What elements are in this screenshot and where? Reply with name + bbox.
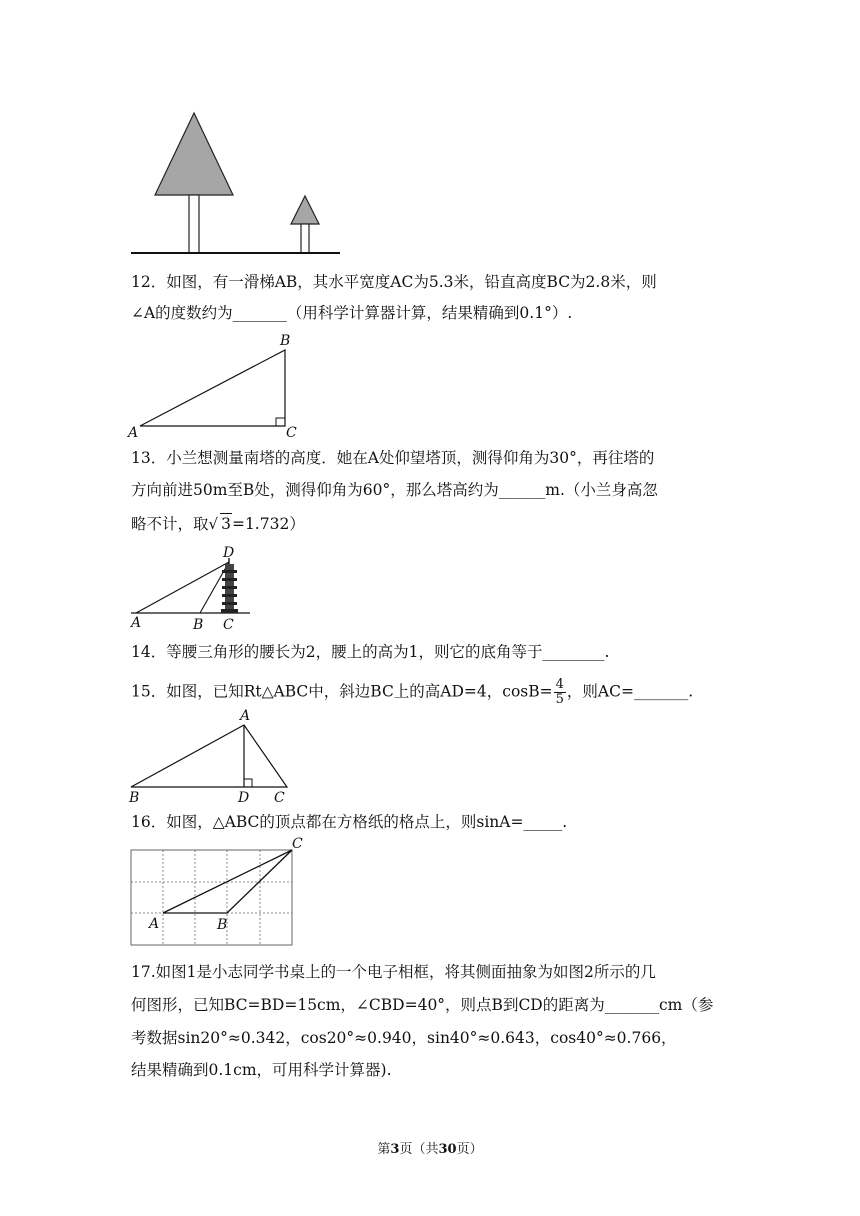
q16-label-a: A [149,916,160,932]
q12-label-a: A [128,425,139,441]
q13-line2: 方向前进50m至B处，测得仰角为60°，那么塔高约为______m.（小兰身高忽 [131,481,658,499]
footer-middle: 页（共 [399,1142,439,1157]
q15-label-b: B [129,790,140,806]
q17-line3: 考数据sin20°≈0.342，cos20°≈0.940，sin40°≈0.643，cos40°≈0.766， [131,1029,677,1047]
footer-total-pages: 30 [438,1142,457,1157]
q15-label-d: D [238,790,250,806]
q16-label-b: B [217,917,228,933]
q13-label-d: D [223,545,235,561]
q17-line1: 17.如图1是小志同学书桌上的一个电子相框，将其侧面抽象为如图2所示的几 [131,963,656,981]
q13-label-a: A [131,615,142,631]
q17-line2: 何图形，已知BC=BD=15cm，∠CBD=40°，则点B到CD的距离为_______cm（参 [131,996,714,1014]
q12-label-b: B [280,333,291,349]
q13-line3: 略不计，取√ 3=1.732） [131,515,305,533]
q13-sqrt-radicand: 3 [221,515,231,533]
q13-line1: 13．小兰想测量南塔的高度．她在A处仰望塔顶，测得仰角为30°，再往塔的 [131,449,655,467]
page-footer [0,1138,860,1157]
q13-line3-suffix: =1.732） [231,515,305,533]
q13-line3-prefix: 略不计，取 [131,515,209,533]
footer-suffix: 页） [456,1142,483,1157]
q17-line4: 结果精确到0.1cm，可用科学计算器). [131,1061,392,1079]
q16-label-c: C [292,836,303,852]
q15-label-c: C [274,790,285,806]
footer-page-number: 3 [390,1142,400,1157]
q13-label-c: C [223,617,234,633]
q15-frac-den: 5 [555,692,564,707]
q16-line1: 16．如图，△ABC的顶点都在方格纸的格点上，则sinA=_____. [131,813,568,831]
q15-line1-prefix: 15．如图，已知Rt△ABC中，斜边BC上的高AD=4，cosB= [131,682,553,701]
q15-line1-suffix: ，则AC=_______. [566,682,694,701]
q12-label-c: C [286,425,297,441]
q15-label-a: A [240,708,251,724]
q12-line1: 12．如图，有一滑梯AB，其水平宽度AC为5.3米，铅直高度BC为2.8米，则 [131,273,657,291]
q14-line1: 14．等腰三角形的腰长为2，腰上的高为1，则它的底角等于________. [131,643,610,661]
q15-frac-num: 4 [555,677,564,692]
q12-line2: ∠A的度数约为_______（用科学计算器计算，结果精确到0.1°）. [131,304,573,322]
footer-prefix: 第 [377,1142,391,1157]
q13-label-b: B [193,617,204,633]
